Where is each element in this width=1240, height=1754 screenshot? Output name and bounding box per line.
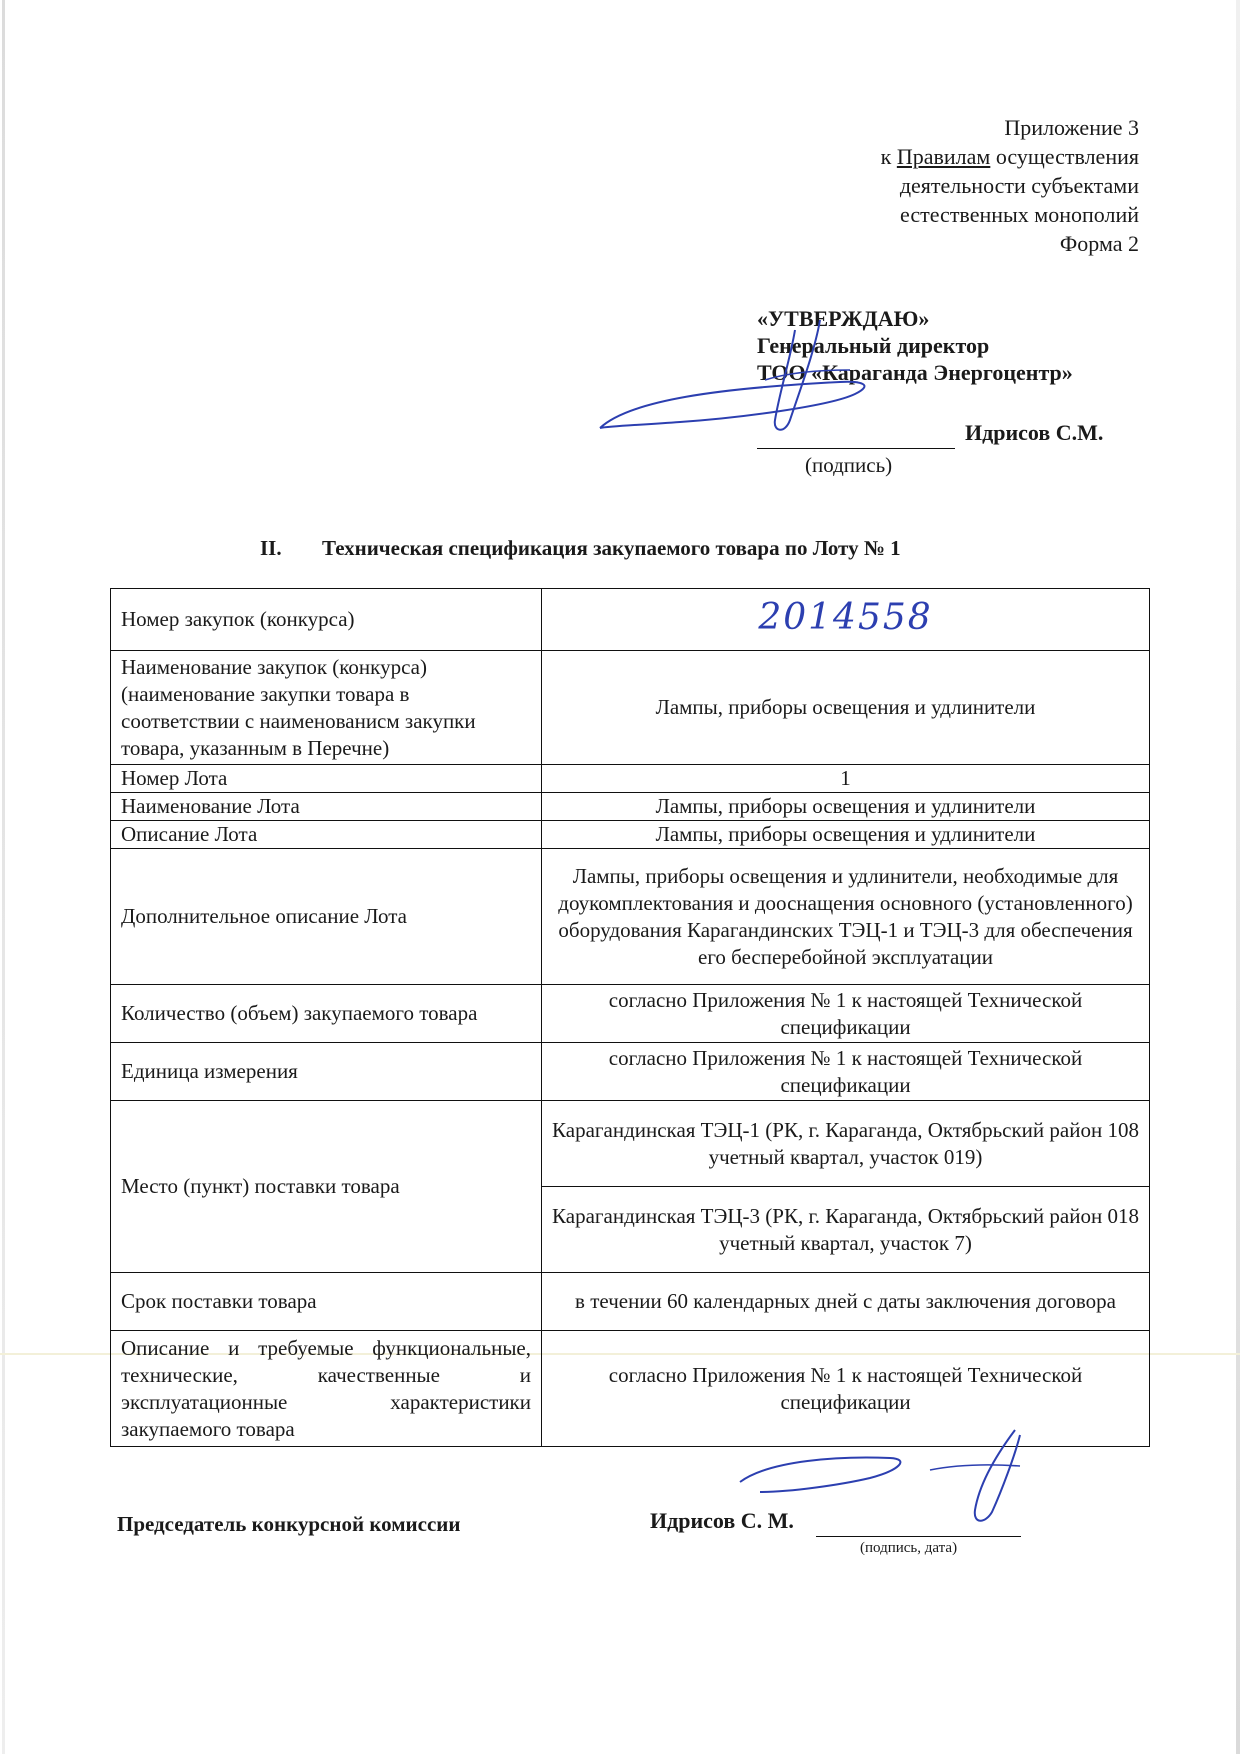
table-row [111, 821, 1150, 849]
row-label: Описание и требуемые функциональные, технические, качественные и эксплуатационные характеристики закупаемого товара [111, 1331, 542, 1447]
row-value: согласно Приложения № 1 к настоящей Технической спецификации [542, 985, 1150, 1043]
scan-edge-left [2, 0, 5, 1754]
appendix-line-1: Приложение 3 [1004, 115, 1139, 140]
row-label: Описание Лота [111, 821, 542, 849]
chair-signature-line [816, 1512, 1021, 1537]
table-row [111, 849, 1150, 985]
row-label: Срок поставки товара [111, 1273, 542, 1331]
row-label: Единица измерения [111, 1043, 542, 1101]
appendix-block [881, 113, 1139, 258]
table-row [111, 1273, 1150, 1331]
row-value [542, 589, 1150, 651]
row-label: Номер закупок (конкурса) [111, 589, 542, 651]
table-row [111, 1043, 1150, 1101]
row-value: 1 [542, 765, 1150, 793]
row-value: Лампы, приборы освещения и удлинители [542, 793, 1150, 821]
table-row [111, 985, 1150, 1043]
form-number: Форма 2 [1059, 231, 1139, 256]
appendix-line-3: деятельности субъектами [899, 173, 1139, 198]
commission-chair-title: Председатель конкурсной комиссии [117, 1512, 461, 1536]
appendix-suffix: осуществления [990, 144, 1139, 169]
table-row [111, 651, 1150, 765]
row-label: Наименование Лота [111, 793, 542, 821]
appendix-line-4: естественных монополий [900, 202, 1139, 227]
director-name: Идрисов С.М. [965, 420, 1104, 445]
row-label: Дополнительное описание Лота [111, 849, 542, 985]
appendix-prefix: к [880, 144, 897, 169]
table-row [111, 793, 1150, 821]
row-value: в течении 60 календарных дней с даты заключения договора [542, 1273, 1150, 1331]
row-value: Карагандинская ТЭЦ-1 (РК, г. Караганда, Октябрьский район 108 учетный квартал, участок 019) [542, 1101, 1150, 1187]
signature-date-caption: (подпись, дата) [860, 1540, 958, 1556]
section-title: Техническая спецификация закупаемого товара по Лоту № 1 [322, 536, 901, 560]
appendix-line-2 [881, 142, 1139, 171]
row-value: Карагандинская ТЭЦ-3 (РК, г. Караганда, Октябрьский район 018 учетный квартал, участок 7) [542, 1187, 1150, 1273]
section-number: II. [260, 536, 282, 560]
scan-edge-right [1236, 0, 1240, 1754]
table-row [111, 1101, 1150, 1187]
row-label: Количество (объем) закупаемого товара [111, 985, 542, 1043]
row-value: согласно Приложения № 1 к настоящей Технической спецификации [542, 1331, 1150, 1447]
approval-company: ТОО «Караганда Энергоцентр» [757, 360, 1073, 385]
rules-link-text: Правилам [896, 144, 991, 169]
approval-title: «УТВЕРЖДАЮ» [757, 306, 930, 331]
row-value: Лампы, приборы освещения и удлинители [542, 821, 1150, 849]
row-label: Место (пункт) поставки товара [111, 1101, 542, 1273]
chair-name: Идрисов С. М. [650, 1508, 794, 1533]
table-row [111, 589, 1150, 651]
director-signature-line [757, 420, 955, 449]
purchase-number-handwritten: 2014558 [758, 596, 933, 638]
approval-position: Генеральный директор [757, 333, 990, 358]
section-heading [260, 536, 901, 561]
signature-caption: (подпись) [805, 453, 893, 477]
specification-table [110, 588, 1150, 1447]
row-label: Наименование закупок (конкурса) (наименование закупки товара в соответствии с наименованисм закупки товара, указанным в Перечне) [111, 651, 542, 765]
row-label: Номер Лота [111, 765, 542, 793]
row-value: Лампы, приборы освещения и удлинители, необходимые для доукомплектования и дооснащения основного (установленного) оборудования Карагандинских ТЭЦ-1 и ТЭЦ-3 для обеспечения его бесперебойной эксплуатации [542, 849, 1150, 985]
table-row [111, 765, 1150, 793]
row-value: Лампы, приборы освещения и удлинители [542, 651, 1150, 765]
row-value: согласно Приложения № 1 к настоящей Технической спецификации [542, 1043, 1150, 1101]
